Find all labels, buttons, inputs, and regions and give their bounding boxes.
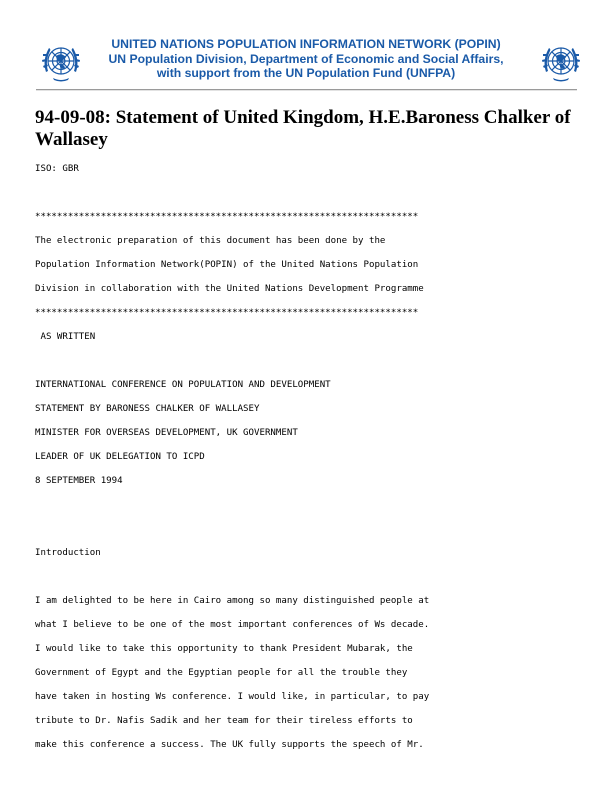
text-line: ********************************************************************** bbox=[35, 212, 419, 222]
header-line-division: UN Population Division, Department of Economic and Social Affairs, bbox=[108, 51, 504, 66]
text-line: Government of Egypt and the Egyptian people for all the trouble they bbox=[35, 668, 408, 678]
text-line: Population Information Network(POPIN) of the United Nations Population bbox=[35, 260, 419, 270]
text-line: Division in collaboration with the United Nations Development Programme bbox=[35, 284, 424, 294]
text-line: make this conference a success. The UK fully supports the speech of Mr. bbox=[35, 740, 424, 750]
header-divider bbox=[36, 89, 577, 91]
popin-header bbox=[36, 36, 576, 90]
text-line: have taken in hosting Ws conference. I would like, in particular, to pay bbox=[35, 692, 430, 702]
text-line: The electronic preparation of this document has been done by the bbox=[35, 236, 386, 246]
text-line: LEADER OF UK DELEGATION TO ICPD bbox=[35, 452, 205, 462]
un-emblem-icon bbox=[36, 38, 86, 88]
text-line: I am delighted to be here in Cairo among so many distinguished people at bbox=[35, 596, 430, 606]
text-line: AS WRITTEN bbox=[35, 332, 96, 342]
blank-line bbox=[35, 500, 580, 524]
document-body bbox=[35, 164, 580, 764]
text-line: ********************************************************************** bbox=[35, 308, 419, 318]
text-line: I would like to take this opportunity to thank President Mubarak, the bbox=[35, 644, 413, 654]
blank-line bbox=[35, 572, 580, 596]
text-line: ISO: GBR bbox=[35, 164, 79, 174]
text-line: STATEMENT BY BARONESS CHALKER OF WALLASEY bbox=[35, 404, 260, 414]
header-line-network: UNITED NATIONS POPULATION INFORMATION NETWORK (POPIN) bbox=[111, 37, 501, 51]
text-line: Introduction bbox=[35, 548, 101, 558]
blank-line bbox=[35, 524, 580, 548]
text-line: MINISTER FOR OVERSEAS DEVELOPMENT, UK GOVERNMENT bbox=[35, 428, 298, 438]
header-line-support: with support from the UN Population Fund (UNFPA) bbox=[156, 66, 456, 81]
text-line: what I believe to be one of the most important conferences of Ws decade. bbox=[35, 620, 430, 630]
text-line: 8 SEPTEMBER 1994 bbox=[35, 476, 123, 486]
blank-line bbox=[35, 356, 580, 380]
un-emblem-icon bbox=[536, 38, 586, 88]
page-title: 94-09-08: Statement of United Kingdom, H.E.Baroness Chalker of Wallasey bbox=[35, 107, 571, 150]
header-text bbox=[91, 37, 521, 81]
text-line: tribute to Dr. Nafis Sadik and her team for their tireless efforts to bbox=[35, 716, 413, 726]
blank-line bbox=[35, 188, 580, 212]
text-line: INTERNATIONAL CONFERENCE ON POPULATION AND DEVELOPMENT bbox=[35, 380, 331, 390]
